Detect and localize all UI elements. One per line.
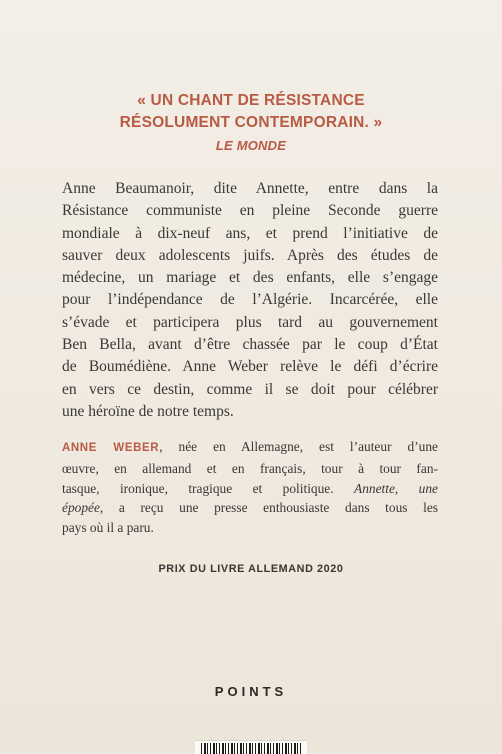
bio-line: pays où il a paru.	[62, 520, 154, 536]
bio-line	[62, 479, 438, 499]
book-title: Annette, une	[354, 480, 438, 496]
summary-line: Ben Bella, avant d’être chassée par le coup d’État	[62, 336, 438, 354]
bio-text: , née en Allemagne, est l’auteur d’une	[159, 439, 438, 454]
summary-line: s’évade et participera plus tard au gouvernement	[62, 313, 438, 331]
summary-line: médecine, un mariage et des enfants, elle s’engage	[62, 269, 438, 287]
summary-line: Anne Beaumanoir, dite Annette, entre dans la	[62, 180, 438, 197]
author-name: ANNE WEBER	[62, 442, 160, 454]
summary-line: mondiale à dix-neuf ans, et prend l’initiative de	[62, 224, 438, 242]
barcode	[195, 740, 307, 754]
summary-line: Résistance communiste en pleine Seconde guerre	[62, 202, 438, 220]
bio-line: œuvre, en allemand et en français, tour à tour fan-	[62, 460, 438, 476]
quote-source: LE MONDE	[215, 138, 287, 153]
bio-text: , a reçu une presse enthousiaste dans tous les	[99, 500, 438, 516]
summary-line: sauver deux adolescents juifs. Après des études de	[62, 246, 438, 264]
bio-text: tasque, ironique, tragique et politique.	[62, 480, 334, 496]
summary-line: de Boumédiène. Anne Weber relève le défi d’écrire	[62, 358, 438, 376]
bio-line	[62, 498, 438, 518]
quote-line-1: « UN CHANT DE RÉSISTANCE	[137, 92, 365, 109]
quote-line-2: RÉSOLUMENT CONTEMPORAIN. »	[119, 114, 383, 131]
publisher-logo: POINTS	[214, 684, 288, 699]
book-title: épopée	[62, 500, 100, 516]
author-bio	[62, 437, 438, 538]
bio-line	[62, 437, 438, 459]
summary-line: en vers ce destin, comme il se doit pour célébrer	[62, 380, 438, 398]
barcode-bars	[201, 743, 301, 754]
summary-line: une héroïne de notre temps.	[62, 402, 234, 420]
book-summary	[62, 178, 438, 423]
award-line: PRIX DU LIVRE ALLEMAND 2020	[158, 563, 344, 575]
summary-line: pour l’indépendance de l’Algérie. Incarcérée, elle	[62, 291, 438, 309]
press-quote	[0, 90, 502, 156]
